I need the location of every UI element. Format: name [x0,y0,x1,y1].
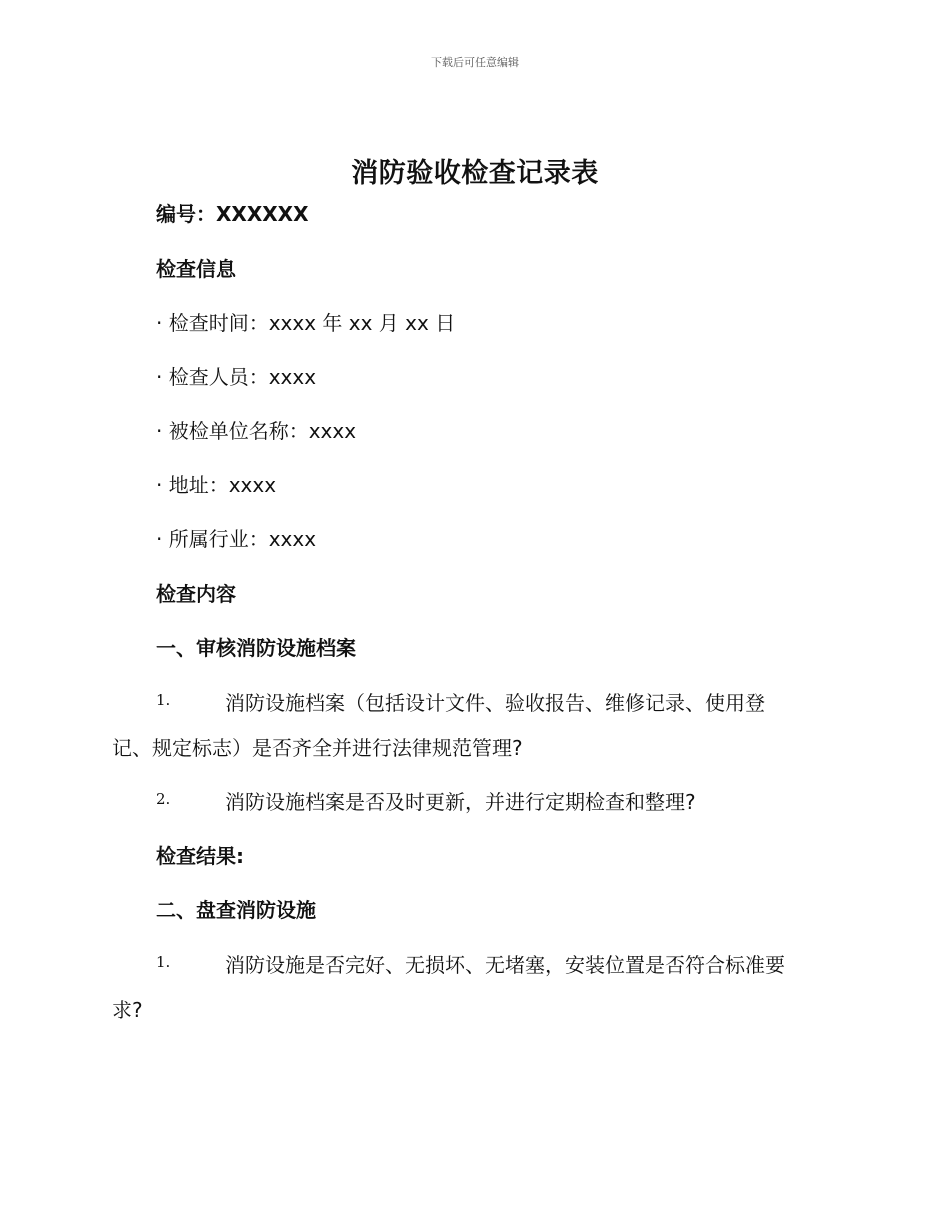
part2-item1-number: 1. [156,953,171,971]
serial-number-value: XXXXXX [216,202,309,226]
part1-item2-number: 2. [156,790,171,808]
part1-result-label: 检查结果: [156,844,244,868]
document-title: 消防验收检查记录表 [351,158,599,189]
info-item-inspection-time: · 检查时间：xxxx 年 xx 月 xx 日 [156,311,456,335]
section-heading-content: 检查内容 [156,582,236,606]
part1-item1-text-line2: 记、规定标志）是否齐全并进行法律规范管理? [112,736,523,760]
info-item-inspector: · 检查人员：xxxx [156,365,317,389]
info-item-address: · 地址：xxxx [156,473,277,497]
part2-heading: 二、盘查消防设施 [156,898,316,922]
part2-item1-text-line1: 消防设施是否完好、无损坏、无堵塞，安装位置是否符合标准要 [225,953,785,977]
part1-item1-number: 1. [156,691,171,709]
serial-number-line [156,198,309,227]
part1-item1-text-line1: 消防设施档案（包括设计文件、验收报告、维修记录、使用登 [225,691,765,715]
section-heading-info: 检查信息 [156,257,236,281]
info-item-unit-name: · 被检单位名称：xxxx [156,419,357,443]
part1-heading: 一、审核消防设施档案 [156,636,356,660]
page-header-note: 下载后可任意编辑 [431,56,519,69]
part1-item2-text-line1: 消防设施档案是否及时更新，并进行定期检查和整理? [225,790,696,814]
part2-item1-text-line2: 求? [112,998,143,1022]
serial-number-label: 编号： [156,202,216,226]
info-item-industry: · 所属行业：xxxx [156,527,317,551]
